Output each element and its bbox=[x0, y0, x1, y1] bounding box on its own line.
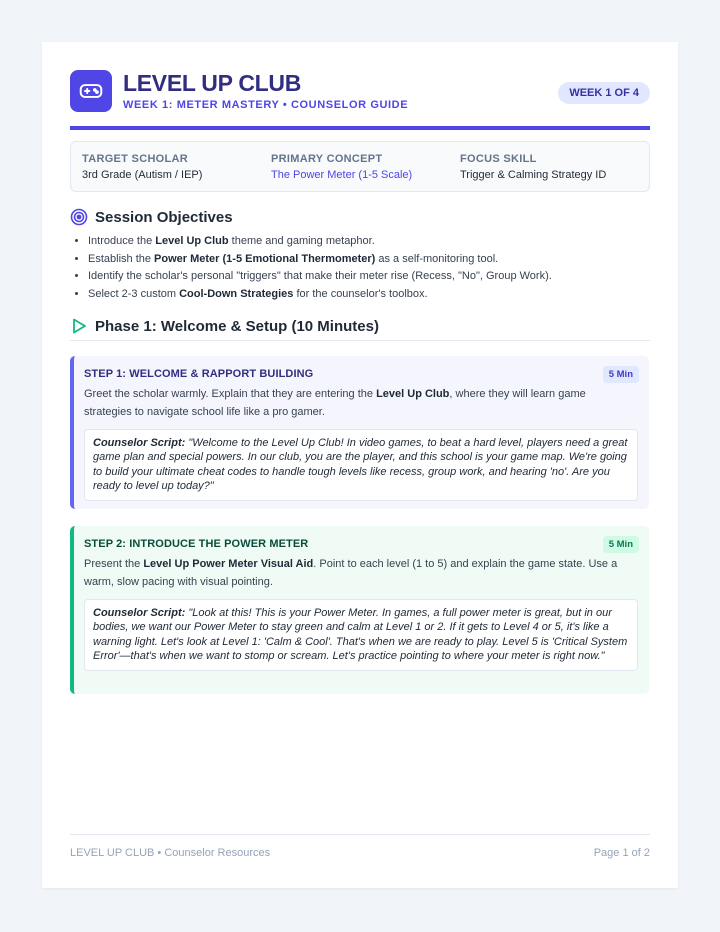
script-label: Counselor Script: bbox=[93, 607, 186, 619]
counselor-script bbox=[84, 599, 638, 671]
info-primary-concept bbox=[271, 153, 412, 181]
info-value: Trigger & Calming Strategy ID bbox=[460, 169, 607, 181]
phase-title: Phase 1: Welcome & Setup (10 Minutes) bbox=[95, 317, 379, 335]
list-item: • Select 2-3 custom Cool-Down Strategies for the counselor's toolbox. bbox=[88, 286, 658, 304]
page-header bbox=[70, 70, 650, 130]
info-target-scholar bbox=[82, 153, 202, 181]
divider bbox=[70, 340, 650, 341]
info-value: 3rd Grade (Autism / IEP) bbox=[82, 169, 203, 181]
step-title: STEP 2: INTRODUCE THE POWER METER bbox=[84, 538, 309, 550]
info-label: FOCUS SKILL bbox=[460, 153, 537, 165]
page-number: Page 1 of 2 bbox=[593, 847, 650, 859]
script-label: Counselor Script: bbox=[93, 437, 186, 449]
step-description: Present the Level Up Power Meter Visual Aid. Point to each level (1 to 5) and explain the game state. Use a warm, slow pacing with visual pointing. bbox=[84, 558, 618, 588]
step-description: Greet the scholar warmly. Explain that they are entering the Level Up Club, where they will learn game strategies to navigate school life like a pro gamer. bbox=[84, 388, 586, 418]
step-card-1 bbox=[70, 356, 649, 509]
session-info-box bbox=[70, 141, 650, 192]
info-value: The Power Meter (1-5 Scale) bbox=[271, 169, 413, 181]
objectives-heading bbox=[70, 208, 233, 226]
script-text: "Welcome to the Level Up Club! In video games, to beat a hard level, players need a great game plan and special powers. In our club, you are the player, and this school is your game map. We're going to build your ultimate cheat codes to handle tough levels like recess, group work, and hearing 'no'. Are you ready to level up today?" bbox=[93, 437, 628, 492]
info-focus-skill bbox=[460, 153, 606, 181]
step-card-2 bbox=[70, 526, 649, 694]
objectives-list bbox=[70, 233, 658, 303]
document-page bbox=[42, 42, 678, 888]
page-content bbox=[70, 70, 650, 662]
footer-text: LEVEL UP CLUB • Counselor Resources bbox=[70, 847, 271, 859]
phase-heading bbox=[70, 317, 379, 335]
logo bbox=[70, 70, 112, 112]
info-label: TARGET SCHOLAR bbox=[82, 153, 189, 165]
play-icon bbox=[70, 317, 88, 335]
page-subtitle: WEEK 1: METER MASTERY • COUNSELOR GUIDE bbox=[123, 99, 409, 111]
gamepad-icon bbox=[78, 78, 104, 104]
info-label: PRIMARY CONCEPT bbox=[271, 153, 383, 165]
page-title: LEVEL UP CLUB bbox=[123, 70, 302, 96]
duration-badge: 5 Min bbox=[603, 536, 639, 553]
counselor-script bbox=[84, 429, 638, 501]
week-badge: WEEK 1 OF 4 bbox=[558, 82, 650, 104]
list-item: • Introduce the Level Up Club theme and gaming metaphor. bbox=[88, 233, 658, 251]
step-title: STEP 1: WELCOME & RAPPORT BUILDING bbox=[84, 368, 314, 380]
target-icon bbox=[70, 208, 88, 226]
script-text: "Look at this! This is your Power Meter. In games, a full power meter is great, but in our bodies, we want our Power Meter to stay green and calm at Level 1 or 2. If it gets to Level 4 or 5, it's like a warning light. Let's look at Level 1: 'Calm & Cool'. That's when we are ready to play. Level 5 is 'Critical System Error'—that's when we want to stomp or scream. Let's practice pointing to where your meter is right now." bbox=[93, 607, 628, 662]
footer-divider bbox=[70, 834, 650, 835]
objectives-title: Session Objectives bbox=[95, 208, 233, 226]
duration-badge: 5 Min bbox=[603, 366, 639, 383]
list-item: • Identify the scholar's personal "triggers" that make their meter rise (Recess, "No", Group Work). bbox=[88, 268, 658, 286]
list-item: • Establish the Power Meter (1-5 Emotional Thermometer) as a self-monitoring tool. bbox=[88, 251, 658, 269]
